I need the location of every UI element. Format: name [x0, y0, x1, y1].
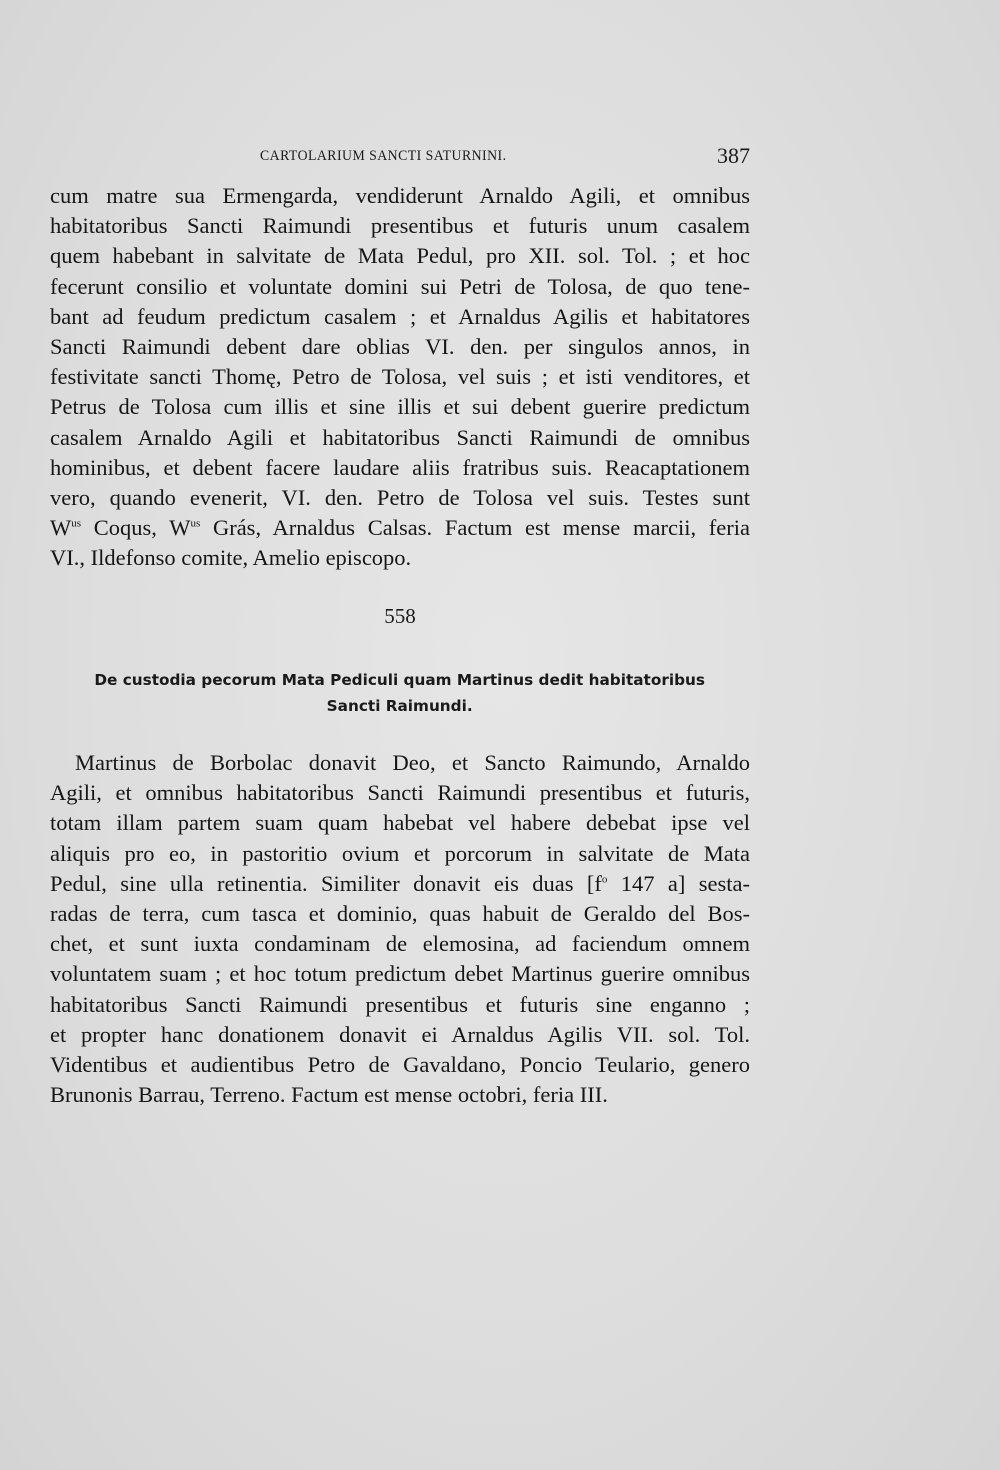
text-line: festivitate sancti Thomę, Petro de Tolosa, vel suis ; et isti venditores, et	[50, 364, 750, 390]
text-line: Sancti Raimundi debent dare oblias VI. den. per singulos annos, in	[50, 334, 750, 360]
text-line: cum matre sua Ermengarda, vendiderunt Arnaldo Agili, et omnibus	[50, 183, 750, 208]
superscript: o	[601, 873, 608, 886]
charter-557-continuation	[50, 181, 750, 574]
charter-558-body	[50, 748, 750, 1110]
page-number: 387	[717, 143, 750, 168]
text-line: radas de terra, cum tasca et dominio, quas habuit de Geraldo del Bos-	[50, 901, 750, 927]
text-line: et propter hanc donationem donavit ei Arnaldus Agilis VII. sol. Tol.	[50, 1021, 750, 1047]
text-line: habitatoribus Sancti Raimundi presentibus et futuris sine enganno ;	[50, 991, 750, 1017]
text-fragment: Coqus, W	[81, 515, 191, 541]
text-line: bant ad feudum predictum casalem ; et Arnaldus Agilis et habitatores	[50, 303, 750, 329]
running-title: CARTOLARIUM SANCTI SATURNINI.	[260, 148, 507, 164]
charter-title-line: De custodia pecorum Mata Pediculi quam Martinus dedit habitatoribus	[94, 671, 705, 689]
text-fragment: Pedul, sine ulla retinentia. Similiter donavit eis duas [f	[50, 870, 602, 896]
text-line: habitatoribus Sancti Raimundi presentibus et futuris unum casalem	[50, 213, 750, 239]
text-line: totam illam partem suam quam habebat vel habere debebat ipse vel	[50, 810, 750, 836]
text-line: voluntatem suam ; et hoc totum predictum debet Martinus guerire omnibus	[50, 961, 750, 987]
text-line-folio	[50, 869, 750, 899]
text-line: Agili, et omnibus habitatoribus Sancti Raimundi presentibus et futuris,	[50, 780, 750, 806]
text-line-witnesses	[50, 513, 750, 543]
charter-title-line: Sancti Raimundi.	[326, 697, 473, 715]
text-line: chet, et sunt iuxta condaminam de elemosina, ad faciendum omnem	[50, 931, 750, 957]
text-line-last: Brunonis Barrau, Terreno. Factum est mense octobri, feria III.	[50, 1082, 608, 1108]
text-fragment: 147 a] sesta-	[607, 870, 750, 896]
charter-number: 558	[384, 604, 416, 628]
text-line: hominibus, et debent facere laudare aliis fratribus suis. Reacaptationem	[50, 454, 750, 480]
page-header	[50, 143, 750, 173]
superscript: us	[71, 517, 82, 530]
text-line: fecerunt consilio et voluntate domini sui Petri de Tolosa, de quo tene-	[50, 273, 750, 299]
text-line: vero, quando evenerit, VI. den. Petro de Tolosa vel suis. Testes sunt	[50, 485, 750, 511]
superscript: us	[190, 517, 201, 530]
text-fragment: W	[50, 515, 72, 541]
text-line: Petrus de Tolosa cum illis et sine illis et sui debent guerire predictum	[50, 394, 750, 420]
text-line: Martinus de Borbolac donavit Deo, et Sancto Raimundo, Arnaldo	[75, 750, 750, 775]
text-line: quem habebant in salvitate de Mata Pedul, pro XII. sol. Tol. ; et hoc	[50, 243, 750, 269]
text-line-last: VI., Ildefonso comite, Amelio episcopo.	[50, 545, 412, 571]
text-line: casalem Arnaldo Agili et habitatoribus Sancti Raimundi de omnibus	[50, 424, 750, 450]
text-fragment: Grás, Arnaldus Calsas. Factum est mense marcii, feria	[200, 515, 750, 541]
text-line: aliquis pro eo, in pastoritio ovium et porcorum in salvitate de Mata	[50, 840, 750, 866]
text-line: Videntibus et audientibus Petro de Gavaldano, Poncio Teulario, genero	[50, 1052, 750, 1078]
charter-title	[50, 667, 749, 719]
